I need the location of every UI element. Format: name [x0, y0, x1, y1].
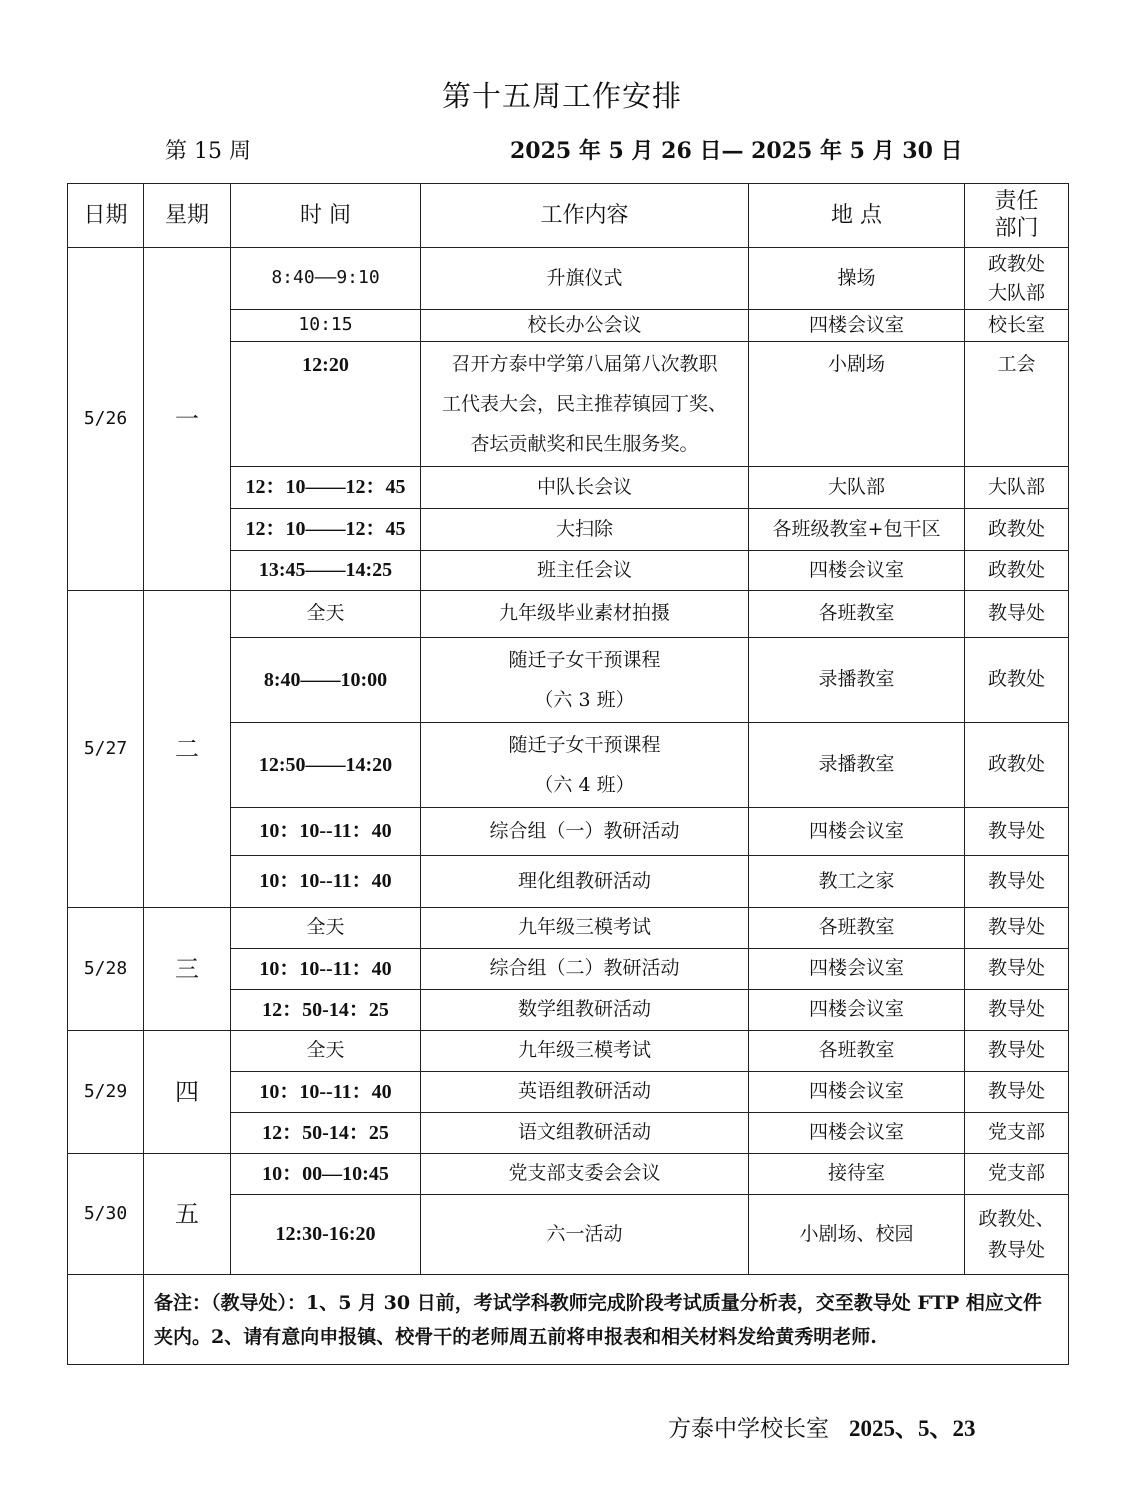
date-range: 2025 年 5 月 26 日— 2025 年 5 月 30 日: [510, 138, 963, 164]
place-cell: 录播教室: [749, 723, 965, 808]
weekday-cell: 三: [144, 908, 231, 1031]
content-cell: 综合组（二）教研活动: [421, 949, 749, 990]
time-cell: 全天: [231, 1031, 421, 1072]
content-cell: 综合组（一）教研活动: [421, 808, 749, 856]
dept-line: 政教处: [987, 253, 1045, 275]
dept-cell: 教导处: [965, 1031, 1069, 1072]
content-cell: 九年级毕业素材拍摄: [421, 591, 749, 638]
place-cell: 接待室: [749, 1154, 965, 1195]
footer-date: 2025、5、23: [849, 1416, 976, 1441]
note-blank-cell: [68, 1275, 144, 1365]
time-cell: 10：00—10:45: [231, 1154, 421, 1195]
content-cell: 中队长会议: [421, 467, 749, 509]
content-cell: 党支部支委会会议: [421, 1154, 749, 1195]
dept-line: 教导处: [987, 1238, 1045, 1261]
footer-office: 方泰中学校长室: [668, 1416, 829, 1442]
dept-cell: 校长室: [965, 310, 1069, 342]
time-cell: 8:40——10:00: [231, 638, 421, 723]
time-cell: 10：10--11：40: [231, 949, 421, 990]
date-cell: 5/27: [68, 591, 144, 908]
place-cell: 各班教室: [749, 591, 965, 638]
time-cell: 12:20: [231, 342, 421, 467]
time-cell: 12：50-14：25: [231, 990, 421, 1031]
page-title: 第十五周工作安排: [441, 79, 682, 113]
content-cell: 英语组教研活动: [421, 1072, 749, 1113]
weekday-cell: 四: [144, 1031, 231, 1154]
dept-cell: 教导处: [965, 1072, 1069, 1113]
place-cell: 大队部: [749, 467, 965, 509]
content-cell: 六一活动: [421, 1195, 749, 1275]
header-content: 工作内容: [421, 184, 749, 248]
dept-cell: 大队部: [965, 467, 1069, 509]
dept-cell: 教导处: [965, 808, 1069, 856]
dept-cell: 政教处: [965, 638, 1069, 723]
content-cell: 理化组教研活动: [421, 856, 749, 908]
note-cell: 备注：（教导处）：1、5 月 30 日前，考试学科教师完成阶段考试质量分析表，交至教导处 FTP 相应文件夹内。2、请有意向申报镇、校骨干的老师周五前将申报表和相关材料发给黄秀明老师.: [144, 1275, 1069, 1365]
dept-line: 政教处、: [978, 1208, 1055, 1231]
dept-cell: [965, 1195, 1069, 1275]
content-cell: 数学组教研活动: [421, 990, 749, 1031]
content-cell: 大扫除: [421, 509, 749, 551]
dept-cell: [965, 248, 1069, 310]
place-cell: 四楼会议室: [749, 990, 965, 1031]
time-cell: 12:30-16:20: [231, 1195, 421, 1275]
content-line: 随迁子女干预课程: [508, 649, 661, 671]
time-cell: 12：10——12：45: [231, 467, 421, 509]
content-cell: [421, 638, 749, 723]
note-row: [68, 1275, 1069, 1365]
header-dept-line: 责任: [994, 189, 1039, 215]
dept-cell: 党支部: [965, 1154, 1069, 1195]
weekday-cell: 二: [144, 591, 231, 908]
dept-cell: 教导处: [965, 908, 1069, 949]
place-cell: 各班教室: [749, 908, 965, 949]
content-line: （六 4 班）: [534, 774, 635, 796]
place-cell: 四楼会议室: [749, 949, 965, 990]
content-cell: 语文组教研活动: [421, 1113, 749, 1154]
time-cell: 10：10--11：40: [231, 808, 421, 856]
content-cell: [421, 723, 749, 808]
week-label: 第 15 周: [165, 139, 251, 164]
table-header-row: [68, 184, 1069, 248]
table-row: [68, 1031, 1069, 1072]
place-cell: 四楼会议室: [749, 808, 965, 856]
date-cell: 5/28: [68, 908, 144, 1031]
time-cell: 12:50——14:20: [231, 723, 421, 808]
dept-cell: 政教处: [965, 551, 1069, 591]
place-cell: 四楼会议室: [749, 310, 965, 342]
header-weekday: 星期: [144, 184, 231, 248]
dept-cell: 教导处: [965, 856, 1069, 908]
content-cell: [421, 342, 749, 467]
weekday-cell: 一: [144, 248, 231, 591]
table-row: [68, 1154, 1069, 1195]
content-cell: 九年级三模考试: [421, 1031, 749, 1072]
time-cell: 全天: [231, 591, 421, 638]
header-place: 地 点: [749, 184, 965, 248]
content-line: （六 3 班）: [534, 689, 635, 711]
header-date: 日期: [68, 184, 144, 248]
dept-cell: 工会: [965, 342, 1069, 467]
content-cell: 校长办公会议: [421, 310, 749, 342]
place-cell: 教工之家: [749, 856, 965, 908]
content-line: 杏坛贡献奖和民生服务奖。: [470, 433, 699, 455]
content-cell: 升旗仪式: [421, 248, 749, 310]
content-line: 工代表大会，民主推荐镇园丁奖、: [441, 393, 727, 415]
header-time: 时 间: [231, 184, 421, 248]
dept-cell: 政教处: [965, 509, 1069, 551]
content-cell: 班主任会议: [421, 551, 749, 591]
footer-signature: [668, 1410, 976, 1443]
date-cell: 5/30: [68, 1154, 144, 1275]
dept-line: 大队部: [987, 281, 1045, 304]
weekday-cell: 五: [144, 1154, 231, 1275]
dept-cell: 党支部: [965, 1113, 1069, 1154]
place-cell: 操场: [749, 248, 965, 310]
place-cell: 各班教室: [749, 1031, 965, 1072]
place-cell: 四楼会议室: [749, 1113, 965, 1154]
time-cell: 10：10--11：40: [231, 1072, 421, 1113]
table-row: [68, 908, 1069, 949]
place-cell: 四楼会议室: [749, 1072, 965, 1113]
time-cell: 13:45——14:25: [231, 551, 421, 591]
time-cell: 全天: [231, 908, 421, 949]
header-dept: [965, 184, 1069, 248]
dept-cell: 教导处: [965, 949, 1069, 990]
content-cell: 九年级三模考试: [421, 908, 749, 949]
time-cell: 8:40——9:10: [231, 248, 421, 310]
content-line: 随迁子女干预课程: [508, 734, 661, 756]
place-cell: 小剧场、校园: [749, 1195, 965, 1275]
table-row: [68, 248, 1069, 310]
place-cell: 各班级教室+包干区: [749, 509, 965, 551]
content-line: 召开方泰中学第八届第八次教职: [451, 353, 718, 375]
date-cell: 5/29: [68, 1031, 144, 1154]
dept-cell: 教导处: [965, 990, 1069, 1031]
place-cell: 小剧场: [749, 342, 965, 467]
dept-cell: 教导处: [965, 591, 1069, 638]
date-cell: 5/26: [68, 248, 144, 591]
table-row: [68, 591, 1069, 638]
time-cell: 12：50-14：25: [231, 1113, 421, 1154]
time-cell: 10:15: [231, 310, 421, 342]
schedule-table: [67, 183, 1069, 1365]
time-cell: 10：10--11：40: [231, 856, 421, 908]
place-cell: 四楼会议室: [749, 551, 965, 591]
dept-cell: 政教处: [965, 723, 1069, 808]
header-dept-line: 部门: [994, 215, 1039, 241]
time-cell: 12：10——12：45: [231, 509, 421, 551]
place-cell: 录播教室: [749, 638, 965, 723]
